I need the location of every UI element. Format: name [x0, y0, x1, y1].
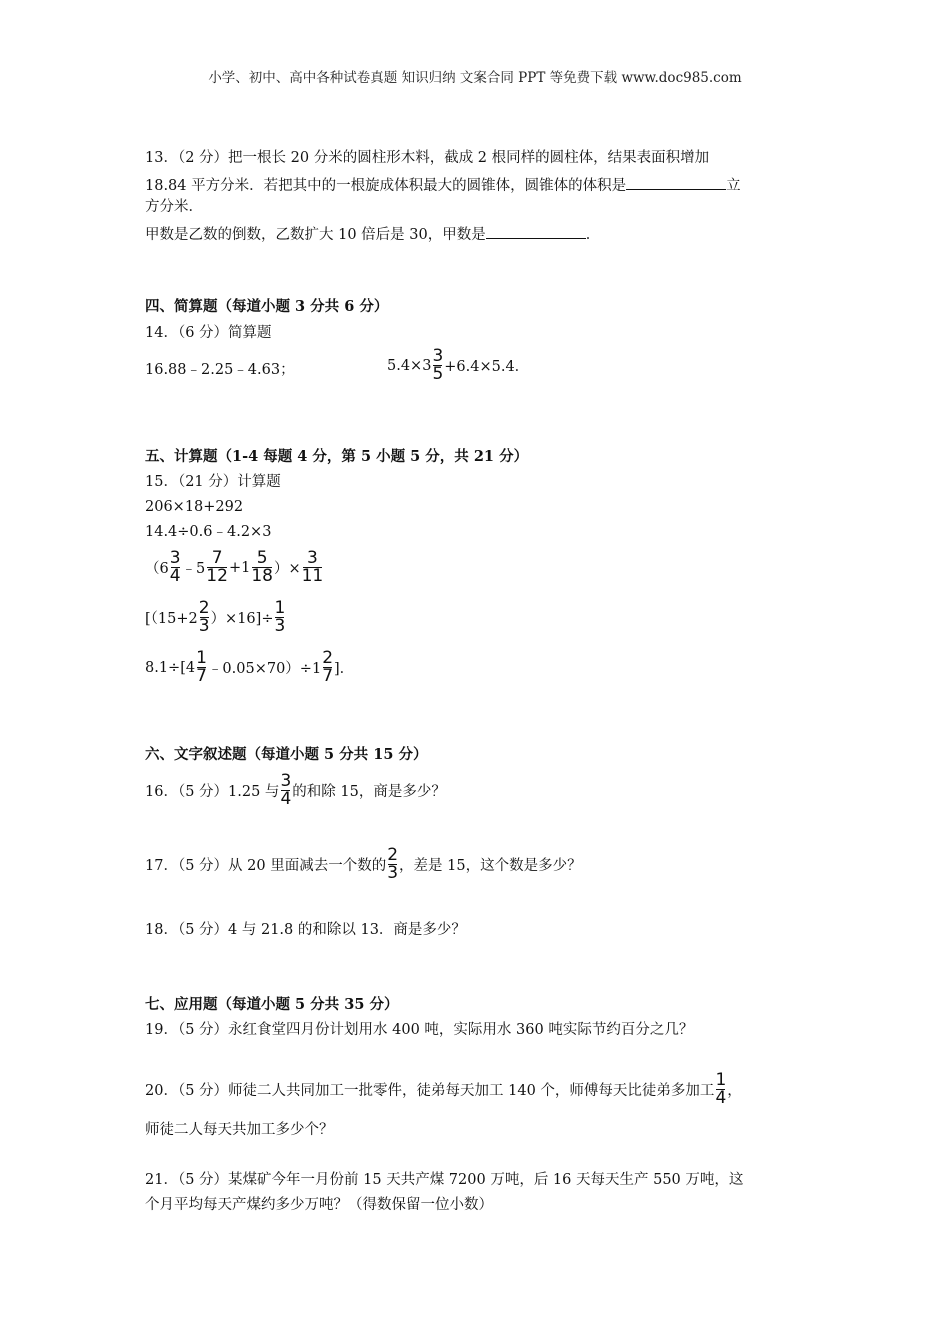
numerator: 3	[280, 771, 292, 791]
fraction	[280, 773, 291, 808]
numerator: 5	[256, 548, 268, 568]
question-21-line1: 21．（5 分）某煤矿今年一月份前 15 天共产煤 7200 万吨，后 16 天每天生产 550 万吨，这	[145, 1172, 744, 1188]
fraction	[206, 550, 228, 585]
expression	[145, 550, 324, 585]
numerator: 3	[169, 548, 181, 568]
expression-text: +6.4×5.4．	[444, 359, 530, 375]
question-text: 16．（5 分）1.25 与	[145, 784, 280, 800]
question-18: 18．（5 分）4 与 21.8 的和除以 13．商是多少？	[145, 922, 466, 938]
question-16	[145, 773, 446, 808]
fraction	[302, 550, 324, 585]
question-text: 20．（5 分）师徒二人共同加工一批零件，徒弟每天加工 140 个，师傅每天比徒弟多加工	[145, 1083, 715, 1099]
fraction	[432, 348, 443, 383]
fraction	[170, 550, 181, 585]
expression-text: +1	[228, 559, 251, 576]
numerator: 3	[307, 548, 318, 568]
q13-line2	[145, 173, 741, 196]
question-text: ，	[727, 1083, 742, 1099]
fraction	[196, 650, 207, 685]
expression: 206×18+292	[145, 499, 244, 515]
expression-text: （6	[145, 561, 169, 577]
expression-text: ）×	[273, 561, 301, 577]
section-title: 七、应用题（每道小题 5 分共 35 分）	[145, 996, 399, 1013]
expression	[387, 348, 529, 383]
numerator: 2	[387, 845, 399, 865]
denominator: 3	[387, 863, 399, 883]
fraction	[387, 847, 398, 882]
q13-line4-end: ．	[585, 227, 601, 243]
numerator: 1	[715, 1070, 727, 1090]
q13-line2-text: 18.84 平方分米．若把其中的一根旋成体积最大的圆锥体，圆锥体的体积是	[145, 178, 627, 194]
numerator: 2	[322, 648, 334, 668]
denominator: 3	[198, 616, 210, 636]
denominator: 7	[322, 666, 334, 686]
expression: 14.4÷0.6﹣4.2×3	[145, 524, 272, 540]
denominator: 12	[206, 566, 228, 586]
denominator: 5	[432, 364, 444, 384]
fraction	[251, 550, 273, 585]
question-text: 的和除 15，商是多少？	[292, 784, 446, 800]
denominator: 11	[301, 566, 324, 586]
expression	[145, 600, 286, 635]
question-20-line2: 师徒二人每天共加工多少个？	[145, 1122, 334, 1138]
answer-blank[interactable]	[486, 222, 586, 239]
denominator: 4	[715, 1088, 727, 1108]
q13-line4	[145, 222, 600, 245]
question-21-line2: 个月平均每天产煤约多少万吨？（得数保留一位小数）	[145, 1197, 493, 1213]
fraction	[322, 650, 333, 685]
question-15: 15．（21 分）计算题	[145, 474, 281, 490]
section-title: 六、文字叙述题（每道小题 5 分共 15 分）	[145, 746, 428, 763]
question-14: 14．（6 分）简算题	[145, 325, 272, 341]
q13-line3: 方分米．	[145, 199, 203, 215]
page-header: 小学、初中、高中各种试卷真题 知识归纳 文案合同 PPT 等免费下载 www.doc985.com	[208, 70, 742, 86]
numerator: 1	[274, 598, 286, 618]
expression: 16.88﹣2.25﹣4.63；	[145, 362, 295, 378]
q13-line4-text: 甲数是乙数的倒数，乙数扩大 10 倍后是 30，甲数是	[145, 227, 486, 243]
q13-line2-unit: 立	[726, 178, 741, 194]
question-19: 19．（5 分）永红食堂四月份计划用水 400 吨，实际用水 360 吨实际节约百分之几？	[145, 1022, 694, 1038]
answer-blank[interactable]	[626, 173, 726, 190]
question-text: ，差是 15，这个数是多少？	[399, 858, 582, 874]
expression-text: ﹣0.05×70）÷1	[207, 661, 322, 677]
fraction	[274, 600, 285, 635]
question-20	[145, 1072, 742, 1107]
denominator: 3	[274, 616, 286, 636]
numerator: 2	[198, 598, 210, 618]
denominator: 18	[251, 566, 273, 586]
fraction	[199, 600, 210, 635]
section-title: 五、计算题（1-4 每题 4 分，第 5 小题 5 分，共 21 分）	[145, 448, 529, 465]
fraction	[715, 1072, 726, 1107]
numerator: 1	[196, 648, 207, 668]
expression-text: ]．	[334, 661, 355, 677]
expression-text: ﹣5	[181, 561, 206, 577]
denominator: 4	[169, 566, 181, 586]
expression	[145, 650, 354, 685]
question-text: 17．（5 分）从 20 里面减去一个数的	[145, 858, 387, 874]
denominator: 4	[280, 789, 292, 809]
expression-text: 5.4×3	[387, 357, 432, 374]
expression-text: [（15+2	[145, 611, 198, 627]
expression-text: ）×16]÷	[210, 611, 274, 627]
question-17	[145, 847, 582, 882]
denominator: 7	[196, 666, 207, 686]
section-title: 四、简算题（每道小题 3 分共 6 分）	[145, 298, 389, 315]
expression-text: 8.1÷[4	[145, 659, 196, 676]
numerator: 7	[211, 548, 223, 568]
q13-line1: 13．（2 分）把一根长 20 分米的圆柱形木料，截成 2 根同样的圆柱体，结果表面积增加	[145, 150, 710, 166]
numerator: 3	[432, 346, 444, 366]
